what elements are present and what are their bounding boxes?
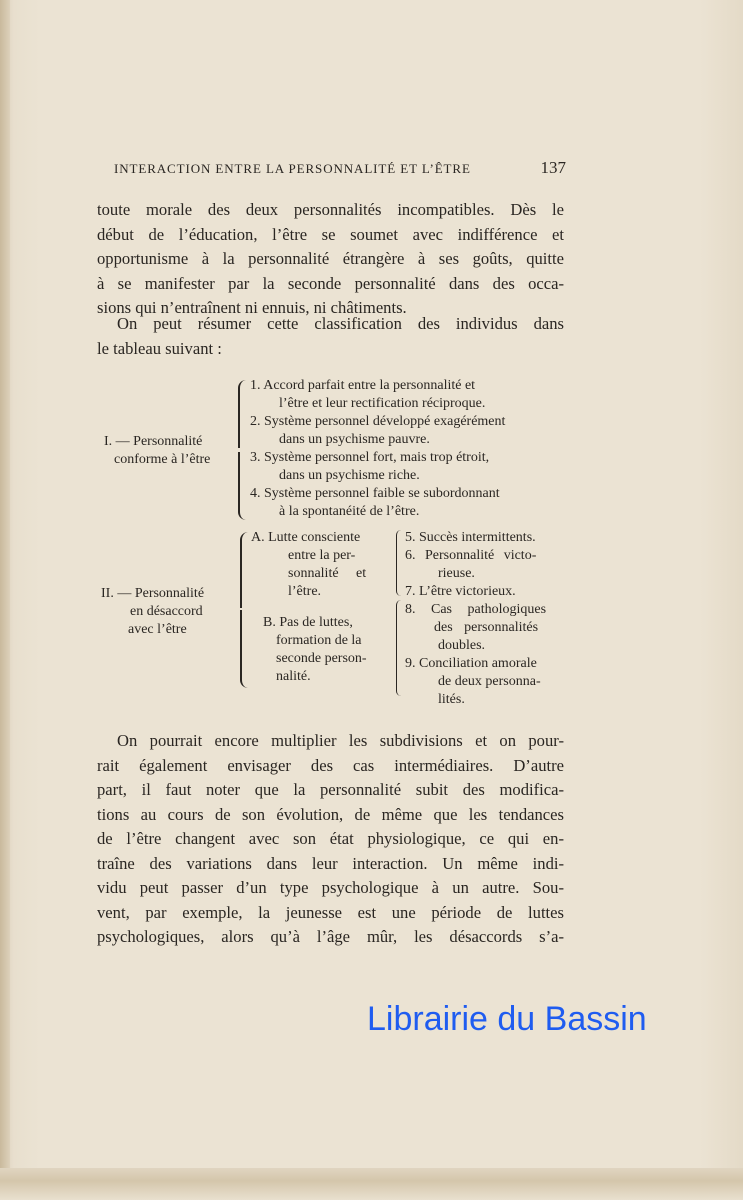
group-2-label-line: avec l’être	[128, 622, 187, 637]
text-line: le tableau suivant :	[97, 338, 222, 358]
text-line: début de l’éducation, l’être se soumet avec indifférence et	[97, 224, 564, 244]
watermark-text: Librairie du Bassin	[367, 1000, 647, 1038]
running-head	[114, 158, 566, 178]
brace-group-2-top	[240, 532, 248, 608]
item-8-line: doubles.	[438, 638, 486, 653]
page-gutter	[0, 0, 10, 1200]
text-line: traîne des variations dans leur interaction. Un même indi-	[97, 853, 564, 873]
text-line: part, il faut noter que la personnalité subit des modifica-	[97, 780, 564, 799]
running-title: INTERACTION ENTRE LA PERSONNALITÉ ET L’ÊTRE	[114, 161, 471, 176]
group-1-label-line: I. — Personnalité	[104, 434, 203, 449]
brace-group-2-bottom	[240, 610, 248, 688]
item-9-line: lités.	[438, 692, 465, 707]
text-line: vent, par exemple, la jeunesse est une période de luttes	[97, 902, 564, 922]
brace-group-1-top	[238, 380, 246, 448]
item-2-line: 2. Système personnel développé exagérément	[250, 414, 506, 429]
item-4-line: à la spontanéité de l’être.	[279, 504, 420, 519]
sub-a-label-line: l’être.	[288, 584, 322, 599]
brace-sub-b	[396, 600, 401, 696]
item-2-line: dans un psychisme pauvre.	[279, 432, 430, 447]
sub-a-label-line: entre la per-	[288, 548, 356, 563]
sub-b-label-line: nalité.	[276, 669, 311, 684]
sub-a-label-line: sonnalité et	[288, 566, 367, 581]
text-line: On pourrait encore multiplier les subdivisions et on pour-	[117, 731, 564, 750]
text-line: psychologiques, alors qu’à l’âge mûr, les désaccords s’a-	[97, 927, 564, 946]
item-3-line: 3. Système personnel fort, mais trop étroit,	[250, 450, 490, 465]
text-line: rait également envisager des cas intermédiaires. D’autre	[97, 755, 564, 775]
sub-b-label-line: seconde person-	[276, 651, 367, 666]
text-line: tions au cours de son évolution, de même que les tendances	[97, 804, 564, 824]
item-6-line: 6. Personnalité victo-	[405, 548, 537, 563]
item-5-line: 5. Succès intermittents.	[405, 530, 536, 545]
brace-group-1-bottom	[238, 452, 246, 520]
item-9-line: de deux personna-	[438, 674, 541, 689]
text-line: sions qui n’entraînent ni ennuis, ni châtiments.	[97, 298, 407, 317]
text-line: opportunisme à la personnalité étrangère à ses goûts, quitte	[97, 249, 564, 268]
item-6-line: rieuse.	[438, 566, 475, 581]
text-line: On peut résumer cette classification des individus dans	[117, 314, 564, 333]
item-9-line: 9. Conciliation amorale	[405, 656, 537, 671]
paragraph-1	[97, 198, 564, 321]
text-line: de l’être changent avec son état physiologique, ce qui en-	[97, 829, 564, 848]
item-8-line: des personnalités	[434, 620, 539, 635]
page-bottom-edge	[0, 1168, 743, 1200]
text-line: vidu peut passer d’un type psychologique à un autre. Sou-	[97, 878, 564, 897]
item-1-line: l’être et leur rectification réciproque.	[279, 396, 486, 411]
paragraph-3	[97, 729, 564, 950]
group-2-label-line: en désaccord	[130, 604, 203, 619]
paragraph-2	[97, 312, 564, 361]
sub-a-label-line: A. Lutte consciente	[251, 530, 361, 545]
item-8-line: 8. Cas pathologiques	[405, 602, 547, 617]
group-1-label-line: conforme à l’être	[114, 452, 211, 467]
item-1-line: 1. Accord parfait entre la personnalité et	[250, 378, 476, 393]
text-line: à se manifester par la seconde personnalité dans des occa-	[97, 273, 564, 293]
sub-b-label-line: B. Pas de luttes,	[263, 615, 353, 630]
text-line: toute morale des deux personnalités incompatibles. Dès le	[97, 200, 564, 219]
brace-sub-a	[396, 530, 401, 596]
page-number: 137	[540, 158, 566, 177]
sub-b-label-line: formation de la	[276, 633, 362, 648]
item-7-line: 7. L’être victorieux.	[405, 584, 516, 599]
item-3-line: dans un psychisme riche.	[279, 468, 420, 483]
group-2-label-line: II. — Personnalité	[101, 586, 205, 601]
item-4-line: 4. Système personnel faible se subordonnant	[250, 486, 500, 501]
